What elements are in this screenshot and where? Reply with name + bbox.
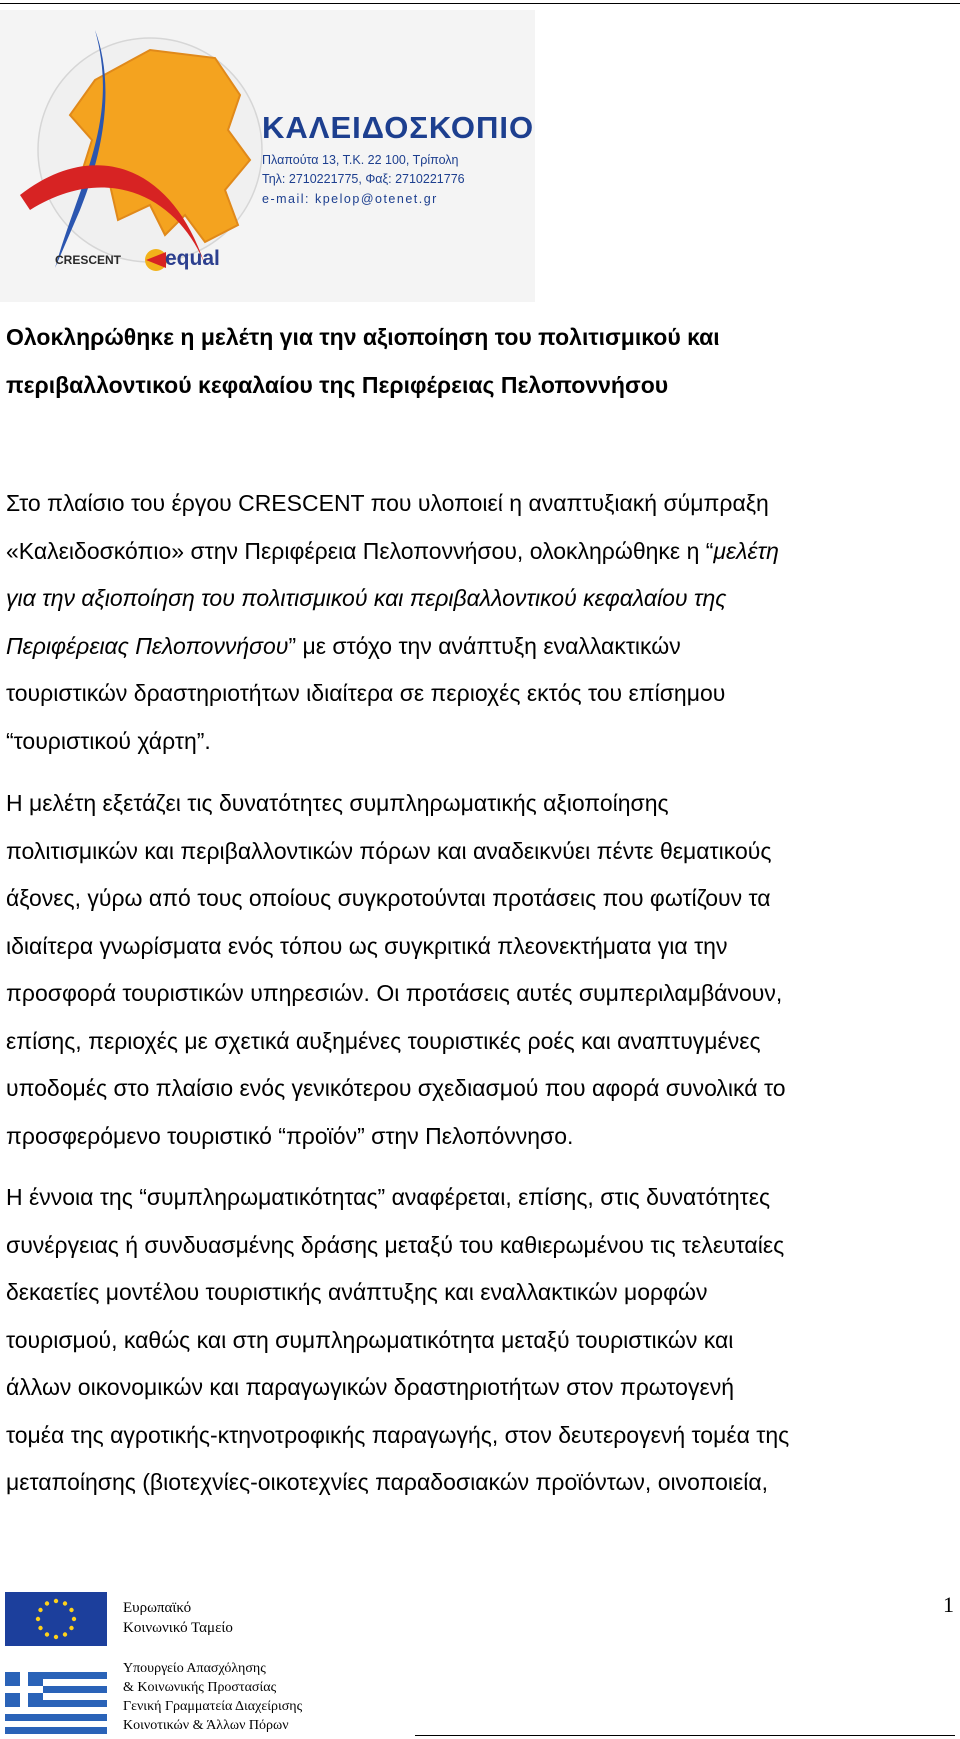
- ministry-label: [123, 1659, 302, 1735]
- paragraph-line: Στο πλαίσιο του έργου CRESCENT που υλοποιεί η αναπτυξιακή σύμπραξη: [6, 490, 769, 516]
- paragraph-line: άλλων οικονομικών και παραγωγικών δραστηριοτήτων στον πρωτογενή: [6, 1374, 735, 1400]
- greek-flag-icon: [5, 1672, 107, 1734]
- italic-span: μελέτη: [713, 537, 779, 564]
- italic-span: Περιφέρειας Πελοποννήσου: [6, 632, 289, 659]
- paragraph-line: τομέα της αγροτικής-κτηνοτροφικής παραγωγής, στον δευτερογενή τομέα της: [6, 1421, 790, 1448]
- paragraph-line: δεκαετίες μοντέλου τουριστικής ανάπτυξης και εναλλακτικών μορφών: [6, 1279, 708, 1305]
- logo-equal-label: equal: [165, 247, 220, 270]
- text-span: «Καλειδοσκόπιο» στην Περιφέρεια Πελοποννήσου, ολοκληρώθηκε η “: [6, 537, 714, 564]
- paragraph-line: τουριστικών δραστηριοτήτων ιδιαίτερα σε περιοχές εκτός του επίσημου: [6, 680, 726, 706]
- paragraph-line: επίσης, περιοχές με σχετικά αυξημένες τουριστικές ροές και αναπτυγμένες: [6, 1027, 761, 1054]
- footer-rule: [415, 1735, 955, 1736]
- paragraph-complementarity: [6, 1174, 951, 1507]
- logo-address: Πλαπούτα 13, Τ.Κ. 22 100, Τρίπολη: [262, 153, 459, 167]
- paragraph-line: άξονες, γύρω από τους οποίους συγκροτούνται προτάσεις που φωτίζουν τα: [6, 885, 771, 911]
- eu-label-line: Κοινωνικό Ταμείο: [123, 1620, 233, 1636]
- logo-email: e-mail: kpelop@otenet.gr: [262, 192, 438, 206]
- paragraph-line: Η έννοια της “συμπληρωματικότητας” αναφέρεται, επίσης, στις δυνατότητες: [6, 1184, 771, 1210]
- ministry-label-line: & Κοινωνικής Προστασίας: [123, 1680, 277, 1695]
- paragraph-line: [6, 623, 951, 671]
- eu-label-line: Ευρωπαϊκό: [123, 1600, 192, 1616]
- top-rule: [0, 3, 960, 4]
- kaleidoskopio-logo: [0, 10, 535, 302]
- paragraph-study: [6, 780, 951, 1160]
- paragraph-line: προσφερόμενο τουριστικό “προϊόν” στην Πελοπόννησο.: [6, 1122, 574, 1149]
- paragraph-line: προσφορά τουριστικών υπηρεσιών. Οι προτάσεις αυτές συμπεριλαμβάνουν,: [6, 980, 783, 1006]
- page-number: 1: [943, 1592, 954, 1617]
- paragraph-line: [6, 528, 951, 576]
- paragraph-line: τουρισμού, καθώς και στη συμπληρωματικότητα μεταξύ τουριστικών και: [6, 1326, 734, 1353]
- eu-flag-icon: [5, 1592, 107, 1646]
- paragraph-line: [6, 575, 951, 623]
- paragraph-line: συνέργειας ή συνδυασμένης δράσης μεταξύ του καθιερωμένου τις τελευταίες: [6, 1231, 785, 1258]
- ministry-label-line: Γενική Γραμματεία Διαχείρισης: [123, 1699, 303, 1714]
- ministry-label-line: Υπουργείο Απασχόλησης: [123, 1661, 266, 1676]
- headline: [6, 313, 946, 409]
- headline-line: περιβαλλοντικού κεφαλαίου της Περιφέρειας Πελοποννήσου: [6, 372, 669, 398]
- paragraph-line: υποδομές στο πλαίσιο ενός γενικότερου σχεδιασμού που αφορά συνολικά το: [6, 1075, 786, 1101]
- headline-line: Ολοκληρώθηκε η μελέτη για την αξιοποίηση του πολιτισμικού και: [6, 324, 720, 350]
- ministry-label-line: Κοινοτικών & Άλλων Πόρων: [123, 1718, 289, 1733]
- paragraph-line: μεταποίησης (βιοτεχνίες-οικοτεχνίες παραδοσιακών προϊόντων, οινοποιεία,: [6, 1469, 769, 1495]
- logo-title: ΚΑΛΕΙΔΟΣΚΟΠΙΟ: [262, 110, 535, 145]
- paragraph-intro: [6, 480, 951, 765]
- logo-phone: Τηλ: 2710221775, Φαξ: 2710221776: [262, 172, 465, 186]
- paragraph-line: πολιτισμικών και περιβαλλοντικών πόρων και αναδεικνύει πέντε θεματικούς: [6, 837, 772, 864]
- eu-fund-label: [123, 1598, 233, 1638]
- text-span: ” με στόχο την ανάπτυξη εναλλακτικών: [288, 632, 681, 659]
- paragraph-line: “τουριστικού χάρτη”.: [6, 727, 211, 754]
- paragraph-line: Η μελέτη εξετάζει τις δυνατότητες συμπληρωματικής αξιοποίησης: [6, 790, 669, 816]
- logo-crescent-label: CRESCENT: [55, 253, 122, 267]
- paragraph-line: ιδιαίτερα γνωρίσματα ενός τόπου ως συγκριτικά πλεονεκτήματα για την: [6, 932, 728, 959]
- italic-span: για την αξιοποίηση του πολιτισμικού και περιβαλλοντικού κεφαλαίου της: [6, 585, 727, 611]
